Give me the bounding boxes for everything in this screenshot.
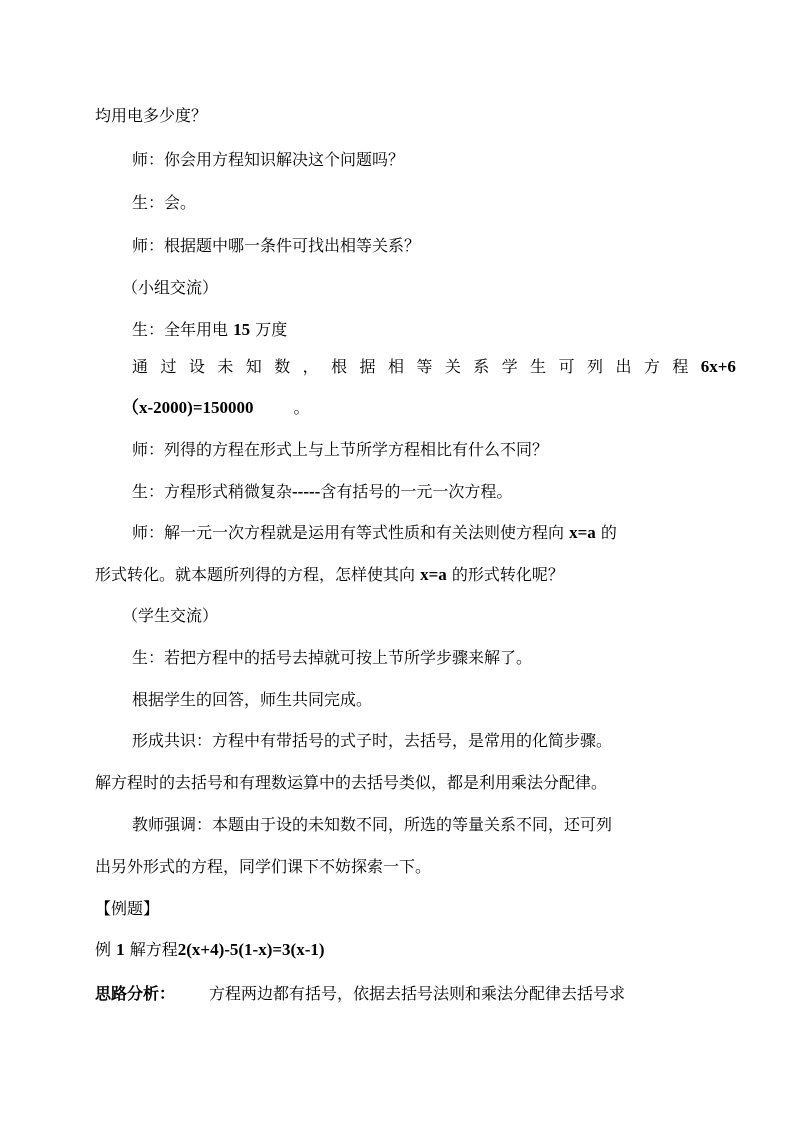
- section-heading-examples: 【例题】: [95, 899, 160, 918]
- text-line-14: 生：若把方程中的括号去掉就可按上节所学步骤来解了。: [132, 648, 533, 667]
- equation-part-1: 6x+6: [700, 357, 736, 376]
- text-line-18: 教师强调：本题由于设的未知数不同，所选的等量关系不同，还可列: [132, 815, 613, 834]
- text-line-13: （学生交流）: [122, 606, 219, 625]
- text-line-4: 师：根据题中哪一条件可找出相等关系？: [132, 236, 421, 255]
- text-line-9: 师：列得的方程在形式上与上节所学方程相比有什么不同？: [132, 440, 549, 459]
- text-line-15: 根据学生的回答，师生共同完成。: [132, 690, 373, 709]
- text-line-5: （小组交流）: [122, 278, 219, 297]
- analysis-line: 思路分析： 方程两边都有括号，依据去括号法则和乘法分配律去括号求: [95, 984, 626, 1003]
- example-1-title: 例 1 解方程2(x+4)-5(1-x)=3(x-1): [95, 940, 325, 959]
- text-line-2: 师：你会用方程知识解决这个问题吗？: [132, 150, 405, 169]
- text-line-6: 生：全年用电 15 万度: [132, 320, 288, 339]
- analysis-label: 思路分析：: [95, 984, 176, 1003]
- text-line-8: （x-2000)=150000 。: [122, 398, 310, 417]
- text-line-10: 生：方程形式稍微复杂-----含有括号的一元一次方程。: [132, 482, 513, 501]
- text-line-19: 出另外形式的方程，同学们课下不妨探索一下。: [95, 857, 432, 876]
- example-1-equation: 2(x+4)-5(1-x)=3(x-1): [177, 940, 325, 959]
- equation-part-2: （x-2000)=150000: [122, 398, 254, 417]
- text-line-7: 通 过 设 未 知 数 ， 根 据 相 等 关 系 学 生 可 列 出 方 程 6x+6: [132, 357, 736, 376]
- text-line-11: 师：解一元一次方程就是运用有等式性质和有关法则使方程向 x=a 的: [132, 523, 617, 542]
- text-line-1: 均用电多少度？: [95, 106, 208, 125]
- text-line-17: 解方程时的去括号和有理数运算中的去括号类似，都是利用乘法分配律。: [95, 773, 608, 792]
- text-line-12: 形式转化。就本题所列得的方程，怎样使其向 x=a 的形式转化呢？: [95, 565, 564, 584]
- text-line-16: 形成共识：方程中有带括号的式子时，去括号，是常用的化简步骤。: [132, 731, 613, 750]
- text-line-3: 生：会。: [132, 193, 197, 212]
